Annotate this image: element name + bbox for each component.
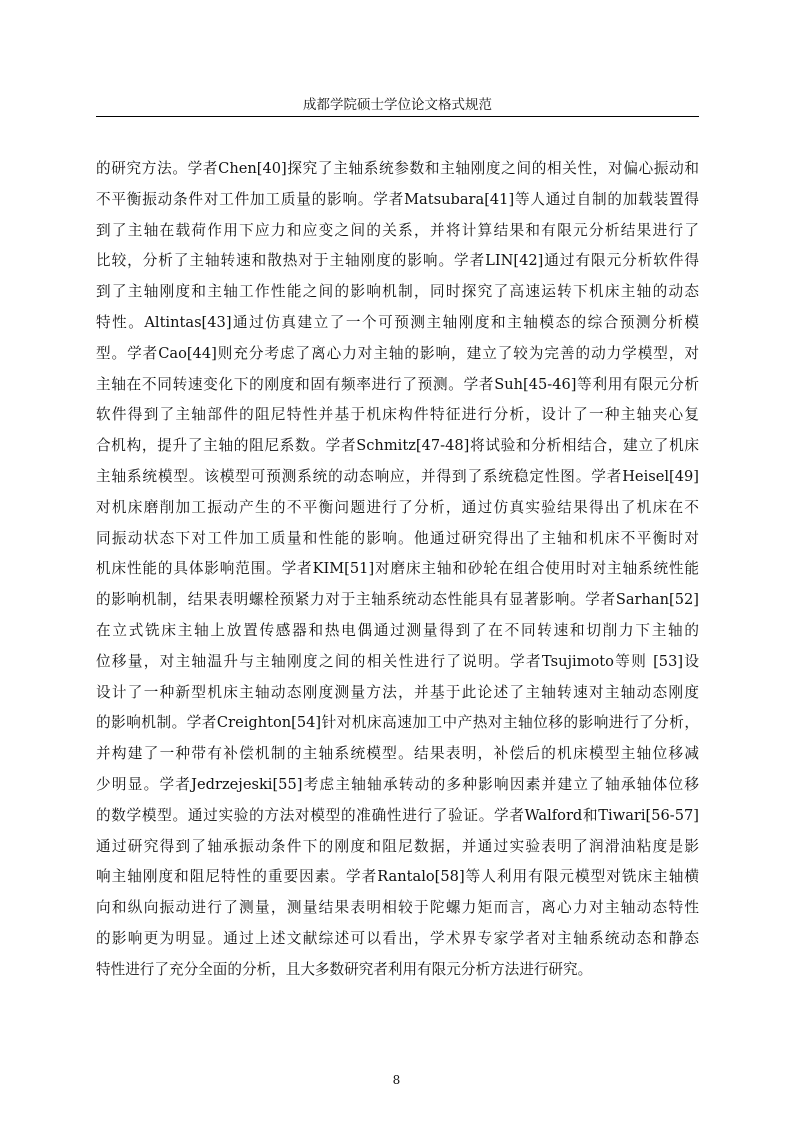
text-line: 通过研究得到了轴承振动条件下的刚度和阻尼数据，并通过实验表明了润滑油粘度是影 xyxy=(96,837,699,855)
text-line: 的数学模型。通过实验的方法对模型的准确性进行了验证。学者Walford和Tiwari[56-57] xyxy=(96,806,699,824)
text-line: 主轴系统模型。该模型可预测系统的动态响应，并得到了系统稳定性图。学者Heisel[49] xyxy=(96,467,699,485)
text-line: 位移量，对主轴温升与主轴刚度之间的相关性进行了说明。学者Tsujimoto等则 [53]设 xyxy=(96,652,699,670)
page-number: 8 xyxy=(392,1073,401,1087)
text-line: 向和纵向振动进行了测量，测量结果表明相较于陀螺力矩而言，离心力对主轴动态特性 xyxy=(96,899,699,917)
text-line: 的影响更为明显。通过上述文献综述可以看出，学术界专家学者对主轴系统动态和静态 xyxy=(96,929,699,947)
text-line: 到了主轴刚度和主轴工作性能之间的影响机制，同时探究了高速运转下机床主轴的动态 xyxy=(96,283,699,301)
header-rule xyxy=(96,116,699,117)
text-line: 特性进行了充分全面的分析，且大多数研究者利用有限元分析方法进行研究。 xyxy=(96,960,593,978)
body-paragraph xyxy=(96,154,699,986)
text-line: 设计了一种新型机床主轴动态刚度测量方法，并基于此论述了主轴转速对主轴动态刚度 xyxy=(96,683,699,701)
text-line: 对机床磨削加工振动产生的不平衡问题进行了分析，通过仿真实验结果得出了机床在不 xyxy=(96,498,699,516)
text-line: 在立式铣床主轴上放置传感器和热电偶通过测量得到了在不同转速和切削力下主轴的 xyxy=(96,621,699,639)
text-line: 机床性能的具体影响范围。学者KIM[51]对磨床主轴和砂轮在组合使用时对主轴系统性能 xyxy=(96,560,699,578)
text-line: 主轴在不同转速变化下的刚度和固有频率进行了预测。学者Suh[45-46]等利用有限元分析 xyxy=(96,375,699,393)
text-line: 的影响机制。学者Creighton[54]针对机床高速加工中产热对主轴位移的影响进行了分析， xyxy=(96,714,699,732)
page-header: 成都学院硕士学位论文格式规范 xyxy=(303,97,492,113)
text-line: 比较，分析了主轴转速和散热对于主轴刚度的影响。学者LIN[42]通过有限元分析软件得 xyxy=(96,252,699,270)
text-line: 同振动状态下对工件加工质量和性能的影响。他通过研究得出了主轴和机床不平衡时对 xyxy=(96,529,699,547)
text-line: 特性。Altintas[43]通过仿真建立了一个可预测主轴刚度和主轴模态的综合预测分析模 xyxy=(96,313,699,331)
text-line: 少明显。学者Jedrzejeski[55]考虑主轴轴承转动的多种影响因素并建立了轴承轴体位移 xyxy=(96,775,699,793)
text-line: 型。学者Cao[44]则充分考虑了离心力对主轴的影响，建立了较为完善的动力学模型，对 xyxy=(96,344,699,362)
text-line: 软件得到了主轴部件的阻尼特性并基于机床构件特征进行分析，设计了一种主轴夹心复 xyxy=(96,406,699,424)
text-line: 合机构，提升了主轴的阻尼系数。学者Schmitz[47-48]将试验和分析相结合，建立了机床 xyxy=(96,437,699,455)
text-line: 的影响机制，结果表明螺栓预紧力对于主轴系统动态性能具有显著影响。学者Sarhan[52] xyxy=(96,591,699,609)
text-line: 响主轴刚度和阻尼特性的重要因素。学者Rantalo[58]等人利用有限元模型对铣床主轴横 xyxy=(96,868,699,886)
text-line: 到了主轴在载荷作用下应力和应变之间的关系，并将计算结果和有限元分析结果进行了 xyxy=(96,221,699,239)
text-line: 的研究方法。学者Chen[40]探究了主轴系统参数和主轴刚度之间的相关性，对偏心振动和 xyxy=(96,160,699,177)
text-line: 不平衡振动条件对工件加工质量的影响。学者Matsubara[41]等人通过自制的加载装置得 xyxy=(96,190,699,208)
text-line: 并构建了一种带有补偿机制的主轴系统模型。结果表明，补偿后的机床模型主轴位移减 xyxy=(96,745,699,763)
